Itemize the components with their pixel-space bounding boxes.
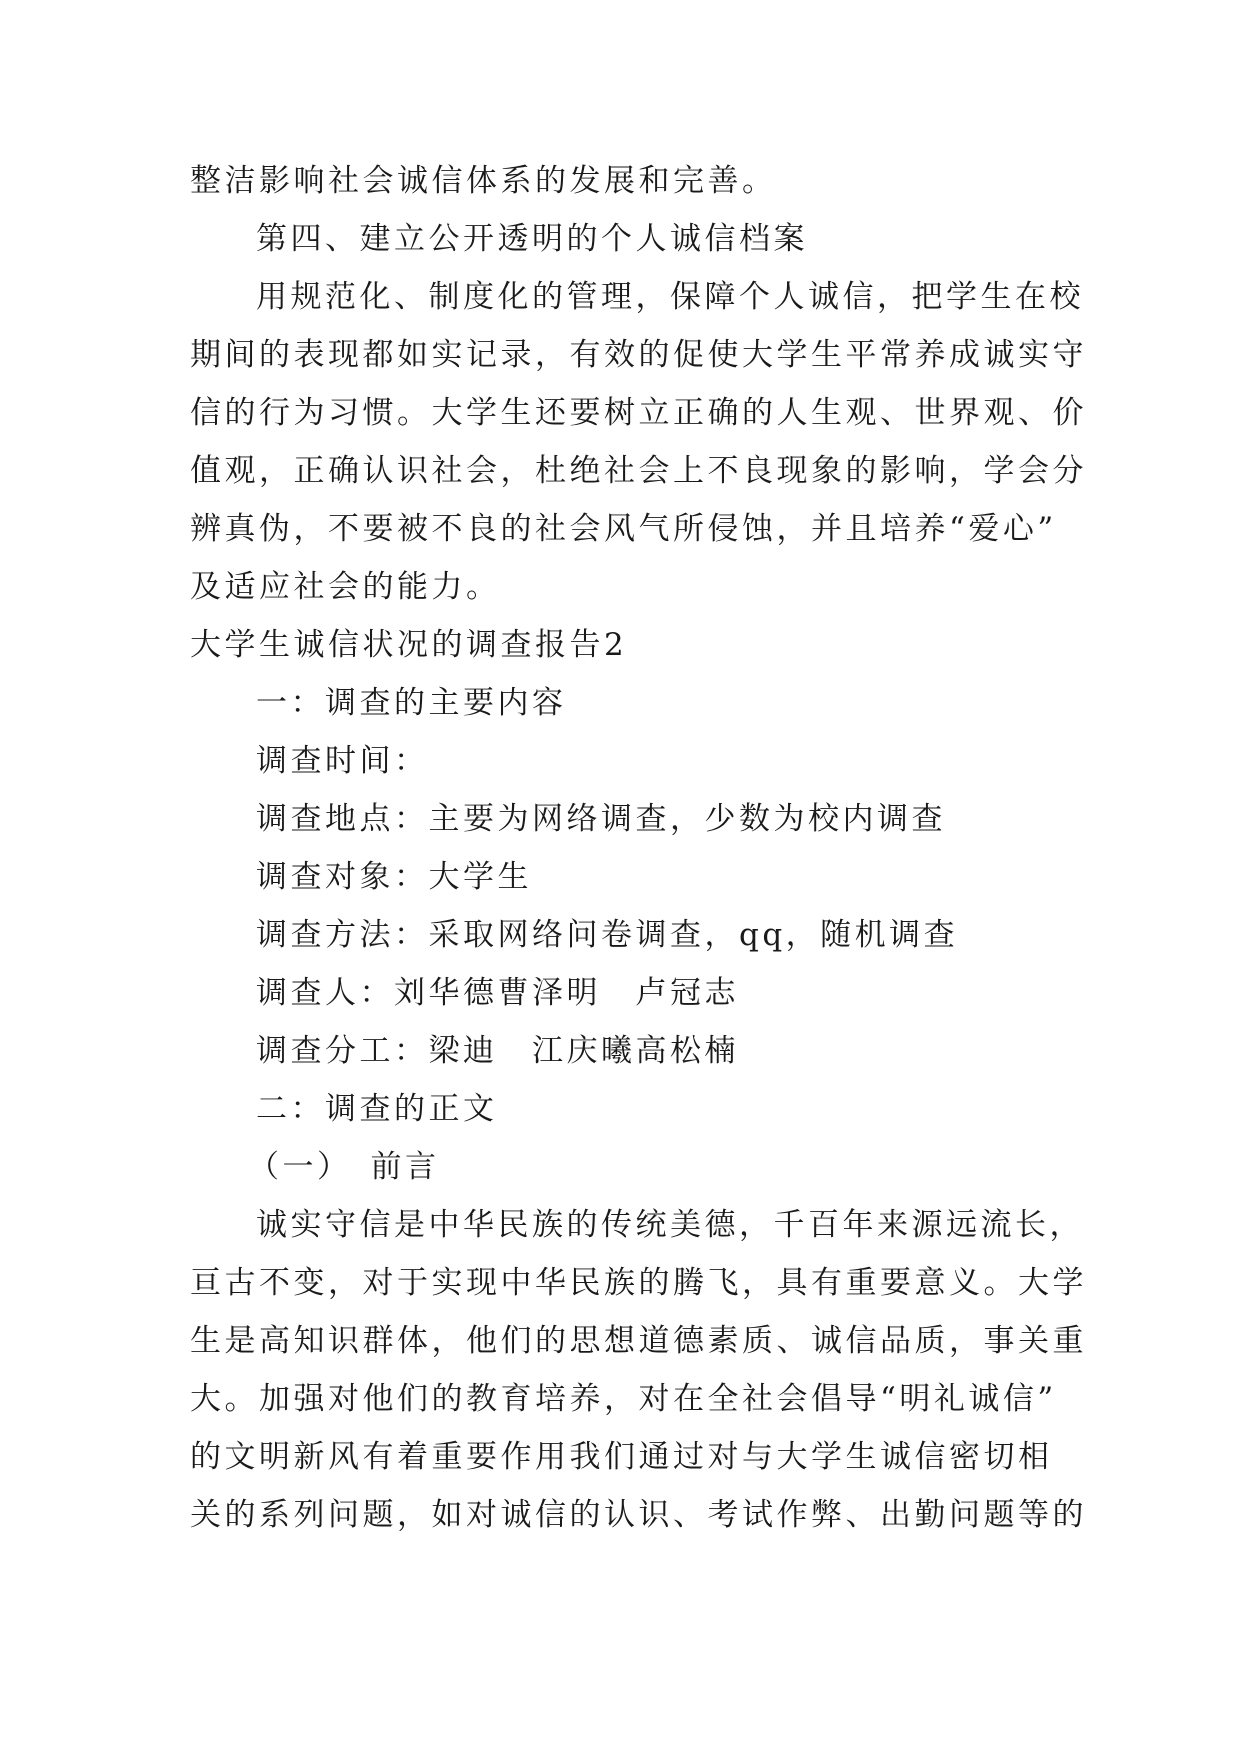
document-body xyxy=(190,152,1087,1544)
text-line: 用规范化、制度化的管理，保障个人诚信，把学生在校 xyxy=(256,279,1084,315)
text-line: 值观，正确认识社会，杜绝社会上不良现象的影响，学会分 xyxy=(190,453,1087,489)
text-line: 信的行为习惯。大学生还要树立正确的人生观、世界观、价 xyxy=(190,395,1087,431)
text-line: 生是高知识群体，他们的思想道德素质、诚信品质，事关重 xyxy=(190,1323,1087,1359)
text-line: 整洁影响社会诚信体系的发展和完善。 xyxy=(190,163,777,199)
text-line: 大。加强对他们的教育培养，对在全社会倡导“明礼诚信” xyxy=(190,1381,1057,1417)
text-line: 关的系列问题，如对诚信的认识、考试作弊、出勤问题等的 xyxy=(190,1497,1087,1533)
text-line: （一） 前言 xyxy=(248,1149,440,1185)
text-line: 二：调查的正文 xyxy=(256,1091,498,1127)
text-line: 第四、建立公开透明的个人诚信档案 xyxy=(256,221,808,257)
text-line: 调查方法：采取网络问卷调查，qq，随机调查 xyxy=(256,917,959,953)
text-line: 调查对象：大学生 xyxy=(256,859,532,895)
text-line: 一：调查的主要内容 xyxy=(256,685,567,721)
text-line: 期间的表现都如实记录，有效的促使大学生平常养成诚实守 xyxy=(190,337,1087,373)
text-line: 调查时间： xyxy=(256,743,429,779)
text-line: 辨真伪，不要被不良的社会风气所侵蚀，并且培养“爱心” xyxy=(190,511,1057,547)
text-line: 及适应社会的能力。 xyxy=(190,569,501,605)
text-line: 调查地点：主要为网络调查，少数为校内调查 xyxy=(256,801,946,837)
text-line: 调查分工：梁迪 江庆曦高松楠 xyxy=(256,1033,739,1069)
text-line: 的文明新风有着重要作用我们通过对与大学生诚信密切相 xyxy=(190,1439,1053,1475)
text-line: 调查人：刘华德曹泽明 卢冠志 xyxy=(256,975,739,1011)
text-line: 亘古不变，对于实现中华民族的腾飞，具有重要意义。大学 xyxy=(190,1265,1087,1301)
section-title: 大学生诚信状况的调查报告2 xyxy=(190,627,628,663)
text-line: 诚实守信是中华民族的传统美德，千百年来源远流长， xyxy=(256,1207,1084,1243)
